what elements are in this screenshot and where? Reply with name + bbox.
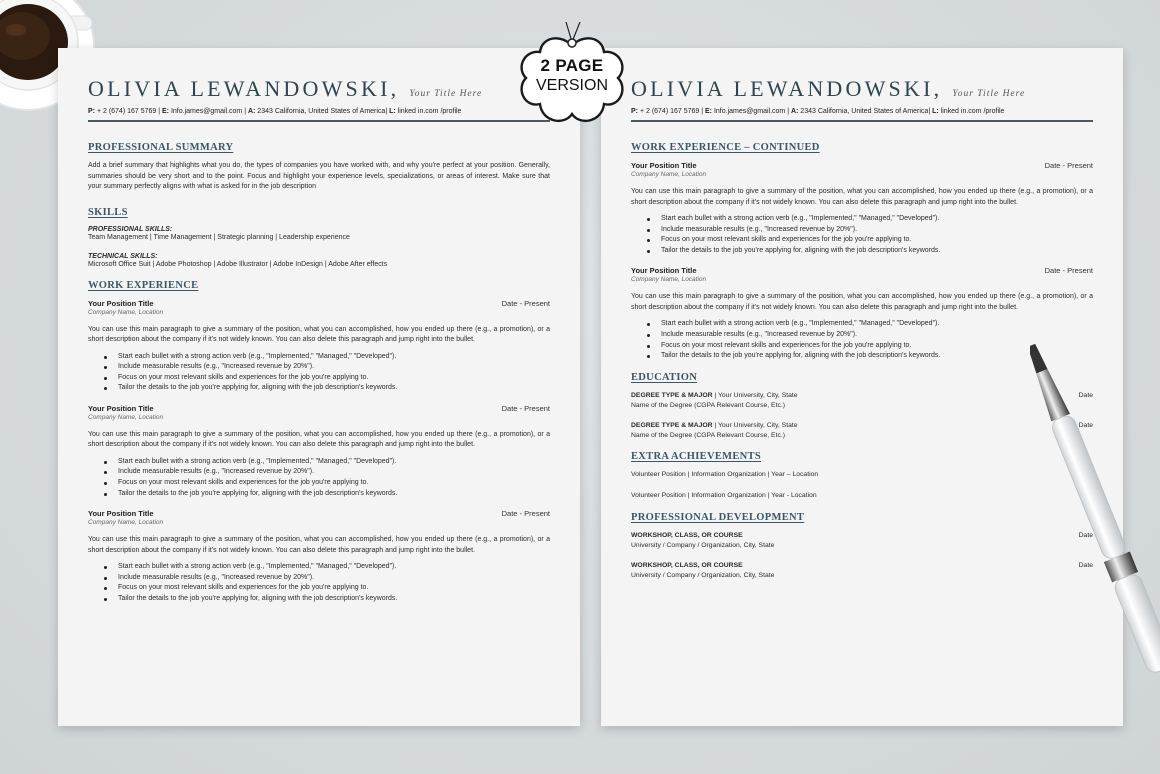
education-item	[631, 421, 1093, 441]
education-heading: EDUCATION	[631, 371, 698, 383]
job-company: Company Name, Location	[631, 171, 707, 178]
job-company: Company Name, Location	[88, 413, 164, 421]
job-entry	[88, 509, 550, 604]
job-description: You can use this main paragraph to give a summary of the position, what you can accomplished, how you ended up there (e.g., a promotion), or a short description about the company if it's not widely known. You can also delete this paragraph and jump right into the bullet.	[88, 430, 550, 449]
job-bullet: Focus on your most relevant skills and experiences for the job you're applying to.	[104, 583, 550, 594]
job-company: Company Name, Location	[631, 276, 707, 284]
development-section	[631, 512, 1093, 581]
development-heading: PROFESSIONAL DEVELOPMENT	[631, 511, 805, 523]
summary-text: Add a brief summary that highlights what you do, the types of companies you have worked with, and why you're perfect at your position. Generally, summaries should be very short and to the point. Focus and highlight your experience levels, specializations, or areas of interest. Make sure that your summary perfectly aligns with what is asked for in the job description	[88, 162, 550, 190]
job-date: Date - Present	[501, 403, 550, 413]
job-entry	[631, 266, 1093, 361]
job-title: Your Position Title	[631, 266, 697, 276]
degree-name: Name of the Degree (CGPA Relevant Course, Etc.)	[631, 401, 786, 409]
job-bullet: Tailor the details to the job you're applying for, aligning with the job description's keywords.	[647, 246, 1093, 257]
candidate-title: Your Title Here	[952, 89, 1026, 99]
job-bullet: Include measurable results (e.g., "Increased revenue by 20%").	[104, 467, 550, 478]
job-description: You can use this main paragraph to give a summary of the position, what you can accomplished, how you ended up there (e.g., a promotion), or a short description about the company if it's not widely known. You can also delete this paragraph and jump right into the bullet.	[631, 188, 1093, 206]
job-header	[631, 161, 1093, 170]
contact-email: Info.james@gmail.com |	[712, 108, 791, 115]
job-bullet: Start each bullet with a strong action verb (e.g., "Implemented," "Managed," "Developed").	[647, 214, 1093, 225]
job-header	[88, 404, 550, 413]
job-bullets	[88, 352, 550, 394]
contact-phone-label: P:	[631, 108, 638, 115]
job-date: Date - Present	[501, 298, 550, 308]
skills-heading: SKILLS	[88, 206, 128, 218]
job-bullets	[631, 214, 1093, 256]
contact-phone: + 2 (674) 167 5769 |	[95, 108, 163, 115]
course-name: WORKSHOP, CLASS, OR COURSE	[631, 531, 743, 539]
achievements-heading: EXTRA ACHIEVEMENTS	[631, 450, 761, 462]
job-entry	[88, 299, 550, 394]
job-date: Date - Present	[501, 509, 550, 519]
professional-skills-label: PROFESSIONAL SKILLS:	[88, 225, 173, 233]
pen-icon	[1030, 320, 1160, 710]
summary-heading: PROFESSIONAL SUMMARY	[88, 142, 234, 153]
job-bullet: Tailor the details to the job you're applying for, aligning with the job description's keywords.	[104, 594, 550, 605]
job-bullet: Include measurable results (e.g., "Increased revenue by 20%").	[647, 225, 1093, 236]
education-section	[631, 372, 1093, 441]
resume-page-1	[58, 48, 580, 726]
experience-continued-section	[631, 142, 1093, 362]
technical-skills-label: TECHNICAL SKILLS:	[88, 252, 158, 260]
degree-type: DEGREE TYPE & MAJOR	[631, 391, 713, 399]
job-date: Date - Present	[1044, 161, 1093, 170]
degree-type: DEGREE TYPE & MAJOR	[631, 421, 713, 429]
job-bullet: Focus on your most relevant skills and experiences for the job you're applying to.	[647, 341, 1093, 352]
contact-address-label: A:	[247, 108, 256, 115]
degree-name: Name of the Degree (CGPA Relevant Course, Etc.)	[631, 431, 786, 439]
job-bullets	[631, 319, 1093, 361]
contact-linkedin-label: L:	[932, 108, 939, 115]
contact-linkedin-label: L:	[389, 108, 396, 115]
course-name: WORKSHOP, CLASS, OR COURSE	[631, 561, 743, 569]
job-title: Your Position Title	[88, 298, 154, 308]
job-bullet: Include measurable results (e.g., "Increased revenue by 20%").	[104, 573, 550, 584]
job-description: You can use this main paragraph to give a summary of the position, what you can accomplished, how you ended up there (e.g., a promotion), or a short description about the company if it's not widely known. You can also delete this paragraph and jump right into the bullet.	[88, 325, 550, 343]
job-list	[88, 299, 550, 605]
professional-skills-text: Team Management | Time Management | Strategic planning | Leadership experience	[88, 233, 350, 241]
achievement-item: Volunteer Position | Information Organization | Year - Location	[631, 491, 817, 499]
job-bullet: Tailor the details to the job you're applying for, aligning with the job description's keywords.	[104, 489, 550, 500]
contact-phone: + 2 (674) 167 5769 |	[638, 108, 706, 115]
job-bullets	[88, 457, 550, 499]
job-company: Company Name, Location	[88, 308, 164, 316]
job-entry	[631, 161, 1093, 256]
job-title: Your Position Title	[631, 161, 697, 170]
degree-date: Date	[1078, 391, 1093, 399]
candidate-title: Your Title Here	[409, 89, 483, 99]
experience-section	[88, 280, 550, 605]
contact-linkedin: linked in.com /profile	[395, 108, 462, 115]
course-institution: University / Company / Organization, City, State	[631, 541, 775, 549]
job-description: You can use this main paragraph to give a summary of the position, what you can accomplished, how you ended up there (e.g., a promotion), or a short description about the company if it's not widely known. You can also delete this paragraph and jump right into the bullet.	[631, 293, 1093, 311]
development-item	[631, 561, 1093, 581]
job-title: Your Position Title	[88, 509, 154, 519]
job-bullet: Start each bullet with a strong action verb (e.g., "Implemented," "Managed," "Developed").	[104, 457, 550, 468]
contact-address: 2343 California, United States of America|	[798, 108, 933, 115]
job-bullet: Include measurable results (e.g., "Increased revenue by 20%").	[104, 362, 550, 373]
job-company: Company Name, Location	[88, 519, 164, 527]
job-bullet: Start each bullet with a strong action verb (e.g., "Implemented," "Managed," "Developed").	[104, 562, 550, 573]
degree-school: | Your University, City, State	[712, 421, 798, 429]
job-bullet: Focus on your most relevant skills and experiences for the job you're applying to.	[647, 235, 1093, 246]
job-bullet: Focus on your most relevant skills and experiences for the job you're applying to.	[104, 373, 550, 384]
contact-phone-label: P:	[88, 108, 95, 115]
job-list	[631, 161, 1093, 362]
experience-continued-heading: WORK EXPERIENCE – CONTINUED	[631, 142, 820, 153]
header-divider	[88, 120, 550, 122]
candidate-name: OLIVIA LEWANDOWSKI,	[88, 76, 400, 101]
course-institution: University / Company / Organization, City, State	[631, 571, 775, 579]
badge-line-1: 2 PAGE	[540, 56, 604, 75]
education-item	[631, 391, 1093, 411]
experience-heading: WORK EXPERIENCE	[88, 279, 199, 291]
job-bullets	[88, 562, 550, 604]
contact-email-label: E:	[705, 108, 713, 115]
job-entry	[88, 404, 550, 499]
job-header	[88, 509, 550, 518]
achievements-section	[631, 451, 1093, 501]
job-description: You can use this main paragraph to give a summary of the position, what you can accomplished, how you ended up there (e.g., a promotion), or a short description about the company if it's not widely known. You can also delete this paragraph and jump right into the bullet.	[88, 536, 550, 554]
course-date: Date	[1078, 531, 1093, 539]
skills-section	[88, 207, 550, 270]
badge-line-2: VERSION	[535, 77, 608, 94]
header-divider	[631, 120, 1093, 122]
job-bullet: Tailor the details to the job you're applying for, aligning with the job description's keywords.	[647, 351, 1093, 362]
contact-address-label: A:	[790, 108, 799, 115]
job-date: Date - Present	[1044, 266, 1093, 276]
contact-line	[88, 108, 550, 115]
job-title: Your Position Title	[88, 403, 154, 413]
contact-email-label: E:	[162, 108, 170, 115]
degree-date: Date	[1078, 421, 1093, 429]
contact-address: 2343 California, United States of America|	[255, 108, 390, 115]
summary-section	[88, 142, 550, 193]
development-item	[631, 531, 1093, 551]
job-header	[88, 299, 550, 308]
name-row	[88, 76, 550, 102]
course-date: Date	[1078, 561, 1093, 569]
job-bullet: Tailor the details to the job you're applying for, aligning with the job description's keywords.	[104, 383, 550, 394]
name-row	[631, 76, 1093, 102]
job-header	[631, 266, 1093, 275]
technical-skills-text: Microsoft Office Suit | Adobe Photoshop | Adobe Illustrator | Adobe InDesign | Adobe After effects	[88, 260, 388, 268]
job-bullet: Start each bullet with a strong action verb (e.g., "Implemented," "Managed," "Developed").	[647, 319, 1093, 330]
job-bullet: Include measurable results (e.g., "Increased revenue by 20%").	[647, 330, 1093, 341]
contact-email: Info.james@gmail.com |	[169, 108, 248, 115]
job-bullet: Start each bullet with a strong action verb (e.g., "Implemented," "Managed," "Developed").	[104, 352, 550, 363]
contact-linkedin: linked in.com /profile	[938, 108, 1005, 115]
candidate-name: OLIVIA LEWANDOWSKI,	[631, 76, 943, 101]
degree-school: | Your University, City, State	[712, 391, 798, 399]
job-bullet: Focus on your most relevant skills and experiences for the job you're applying to.	[104, 478, 550, 489]
page-version-badge	[516, 22, 628, 130]
achievement-item: Volunteer Position | Information Organization | Year – Location	[631, 470, 819, 478]
contact-line	[631, 108, 1093, 115]
